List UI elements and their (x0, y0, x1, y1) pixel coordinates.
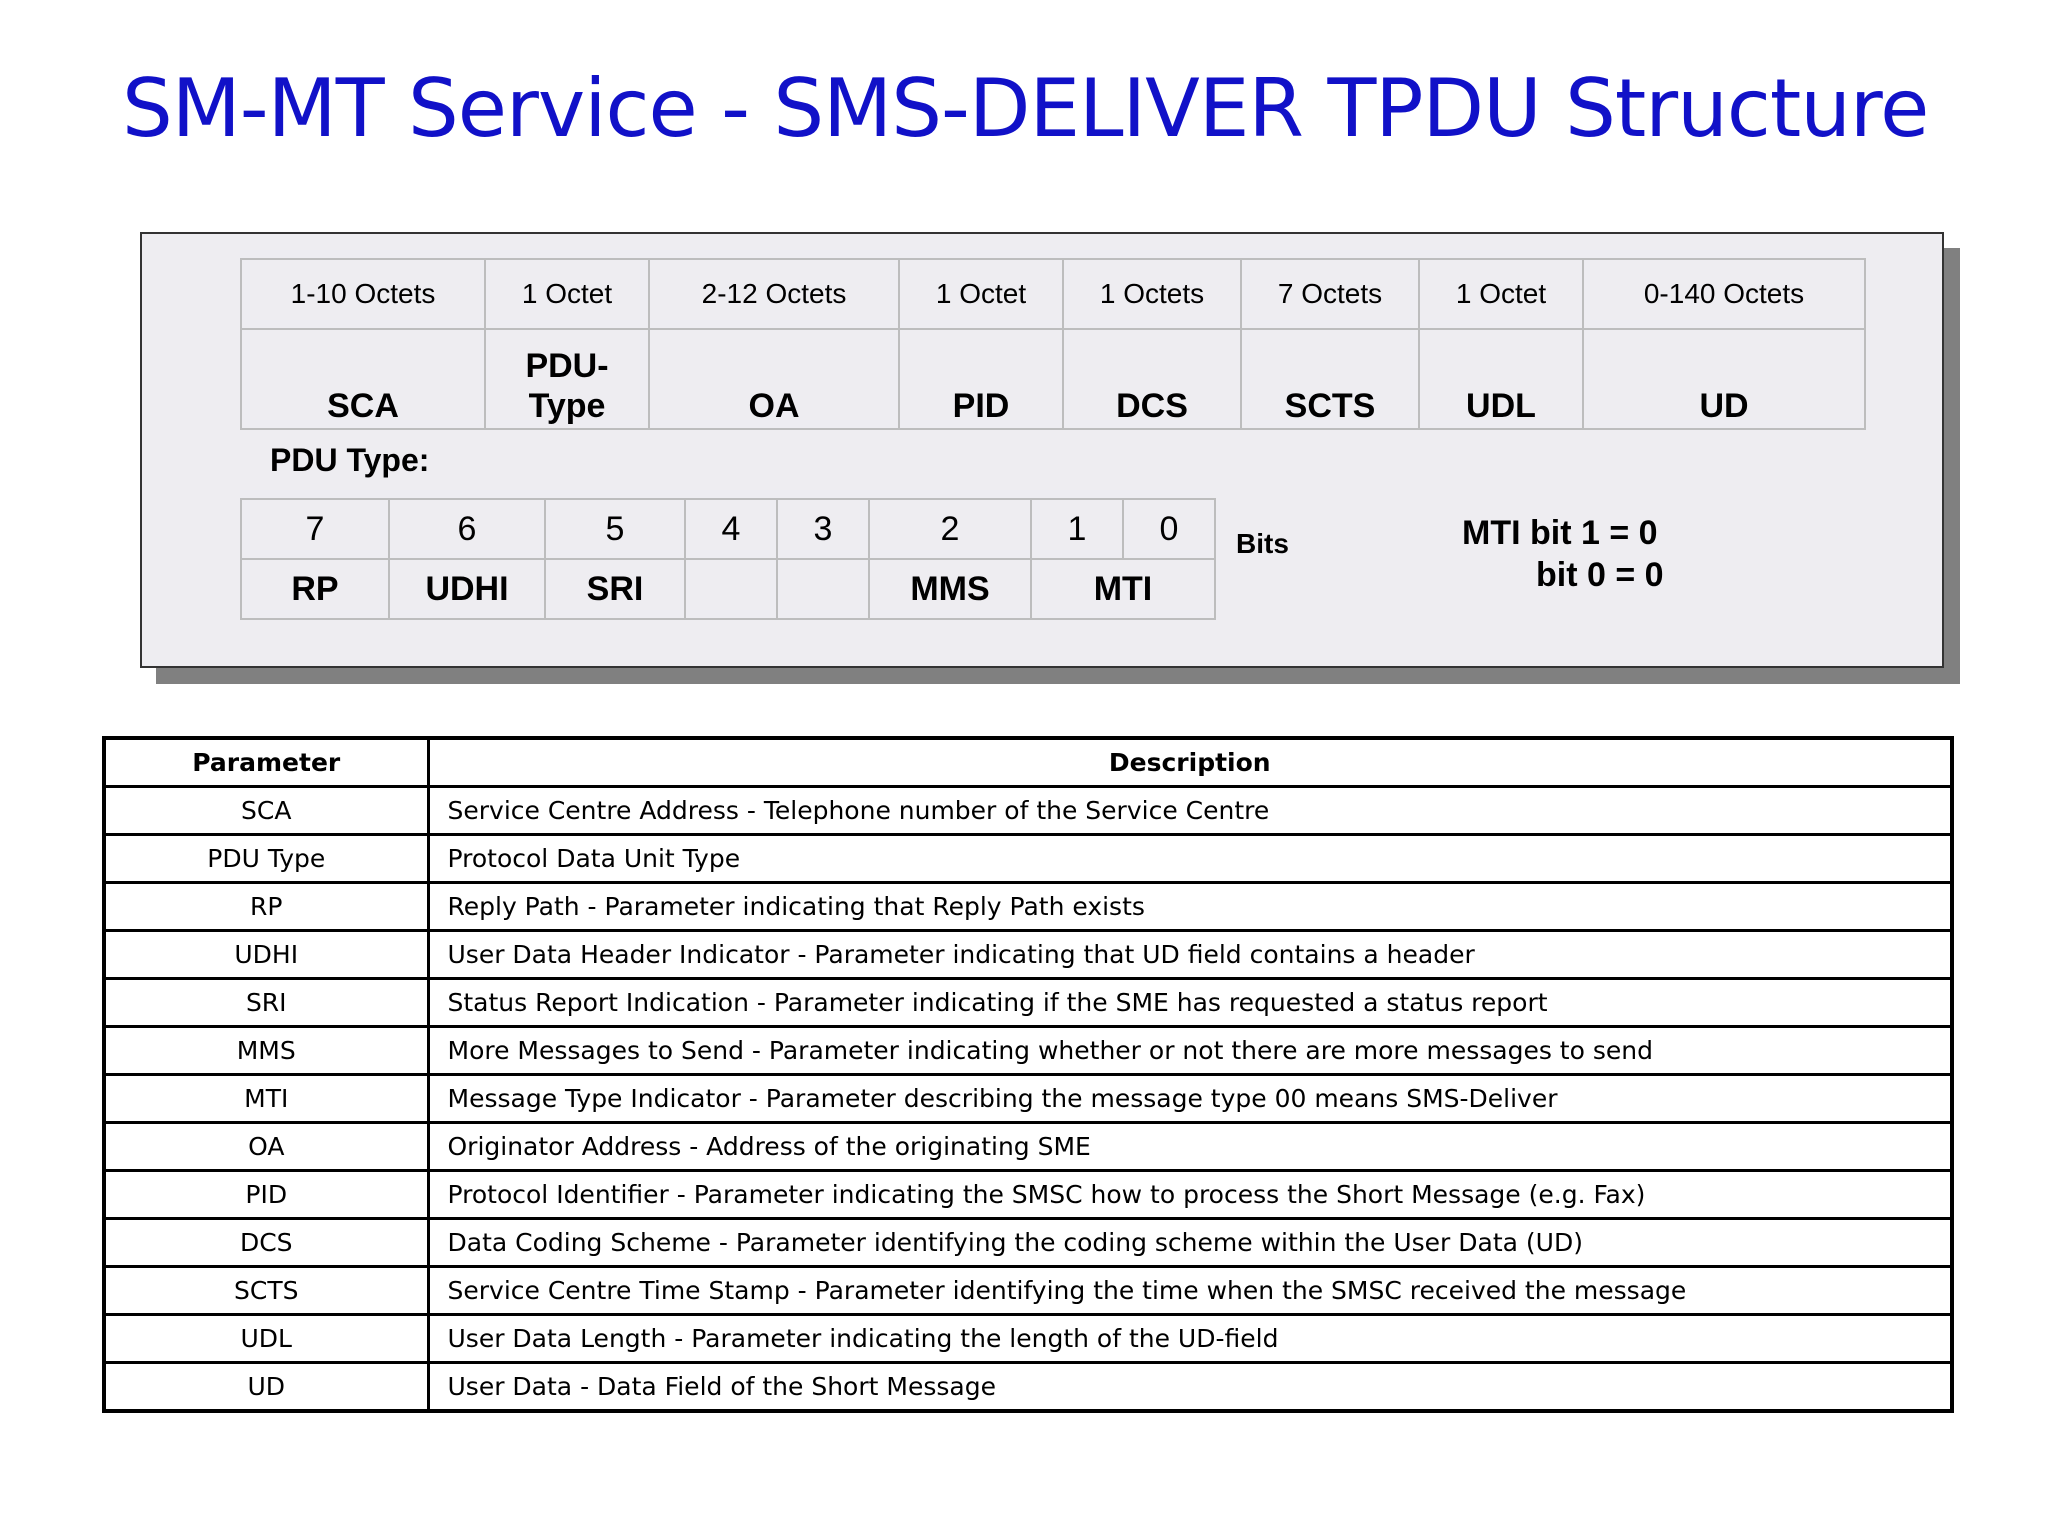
bits-label: Bits (1236, 528, 1289, 559)
parameter-cell: SRI (104, 979, 428, 1027)
tpdu-size-cell: 1-10 Octets (241, 259, 485, 329)
parameter-cell: UDL (104, 1315, 428, 1363)
tpdu-size-cell: 0-140 Octets (1583, 259, 1865, 329)
table-row (104, 883, 1952, 931)
bit-name-row (241, 559, 1215, 619)
description-cell: Service Centre Time Stamp - Parameter identifying the time when the SMSC received the message (428, 1267, 1952, 1315)
bit-number-cell: 7 (241, 499, 389, 559)
bit-number-cell: 1 (1031, 499, 1123, 559)
description-cell: More Messages to Send - Parameter indicating whether or not there are more messages to send (428, 1027, 1952, 1075)
bit-name-empty (685, 559, 777, 619)
description-cell: User Data - Data Field of the Short Message (428, 1363, 1952, 1412)
table-row (104, 931, 1952, 979)
bit-number-row (241, 499, 1215, 559)
tpdu-size-cell: 1 Octet (899, 259, 1063, 329)
table-header-row (104, 738, 1952, 787)
bit-name-mms: MMS (869, 559, 1031, 619)
description-cell: Message Type Indicator - Parameter describing the message type 00 means SMS-Deliver (428, 1075, 1952, 1123)
tpdu-field-pid: PID (899, 329, 1063, 429)
table-row (104, 787, 1952, 835)
table-row (104, 1075, 1952, 1123)
description-cell: Status Report Indication - Parameter indicating if the SME has requested a status report (428, 979, 1952, 1027)
parameter-cell: SCA (104, 787, 428, 835)
tpdu-size-cell: 7 Octets (1241, 259, 1419, 329)
description-cell: User Data Length - Parameter indicating the length of the UD-field (428, 1315, 1952, 1363)
tpdu-size-cell: 1 Octet (485, 259, 649, 329)
tpdu-structure-table (240, 258, 1866, 430)
tpdu-field-oa: OA (649, 329, 899, 429)
parameter-cell: OA (104, 1123, 428, 1171)
bit-name-udhi: UDHI (389, 559, 545, 619)
tpdu-field-ud: UD (1583, 329, 1865, 429)
bit-number-cell: 4 (685, 499, 777, 559)
tpdu-field-scts: SCTS (1241, 329, 1419, 429)
mti-note-line: bit 0 = 0 (1536, 556, 1664, 594)
bit-name-empty (777, 559, 869, 619)
table-row (104, 979, 1952, 1027)
page-title: SM-MT Service - SMS-DELIVER TPDU Structure (122, 62, 1929, 155)
table-row (104, 1171, 1952, 1219)
bit-name-mti: MTI (1031, 559, 1215, 619)
bit-number-cell: 6 (389, 499, 545, 559)
description-cell: Protocol Data Unit Type (428, 835, 1952, 883)
description-cell: Originator Address - Address of the originating SME (428, 1123, 1952, 1171)
parameter-cell: UDHI (104, 931, 428, 979)
column-header-parameter: Parameter (104, 738, 428, 787)
tpdu-field-sca: SCA (241, 329, 485, 429)
parameter-cell: MTI (104, 1075, 428, 1123)
mti-note-line: MTI bit 1 = 0 (1462, 514, 1658, 552)
column-header-description: Description (428, 738, 1952, 787)
bit-number-cell: 3 (777, 499, 869, 559)
description-cell: Data Coding Scheme - Parameter identifying the coding scheme within the User Data (UD) (428, 1219, 1952, 1267)
tpdu-size-cell: 1 Octet (1419, 259, 1583, 329)
table-row (104, 835, 1952, 883)
bit-name-rp: RP (241, 559, 389, 619)
parameter-cell: MMS (104, 1027, 428, 1075)
table-row (104, 1123, 1952, 1171)
parameter-cell: UD (104, 1363, 428, 1412)
description-cell: User Data Header Indicator - Parameter indicating that UD field contains a header (428, 931, 1952, 979)
tpdu-size-row (241, 259, 1865, 329)
table-row (104, 1219, 1952, 1267)
table-row (104, 1027, 1952, 1075)
tpdu-field-udl: UDL (1419, 329, 1583, 429)
description-cell: Protocol Identifier - Parameter indicating the SMSC how to process the Short Message (e.g. Fax) (428, 1171, 1952, 1219)
bit-number-cell: 0 (1123, 499, 1215, 559)
tpdu-field-pdu-type: PDU- Type (485, 329, 649, 429)
tpdu-size-cell: 2-12 Octets (649, 259, 899, 329)
tpdu-field-row (241, 329, 1865, 429)
mti-note (1462, 512, 1664, 596)
bit-number-cell: 2 (869, 499, 1031, 559)
description-cell: Service Centre Address - Telephone number of the Service Centre (428, 787, 1952, 835)
parameter-cell: DCS (104, 1219, 428, 1267)
table-row (104, 1363, 1952, 1412)
pdu-type-bits-table (240, 498, 1216, 620)
tpdu-size-cell: 1 Octets (1063, 259, 1241, 329)
parameter-description-table (102, 736, 1954, 1413)
parameter-cell: RP (104, 883, 428, 931)
tpdu-diagram-panel (140, 232, 1944, 668)
parameter-cell: SCTS (104, 1267, 428, 1315)
description-cell: Reply Path - Parameter indicating that Reply Path exists (428, 883, 1952, 931)
table-row (104, 1267, 1952, 1315)
table-row (104, 1315, 1952, 1363)
pdu-type-label: PDU Type: (270, 442, 430, 478)
tpdu-field-dcs: DCS (1063, 329, 1241, 429)
bit-number-cell: 5 (545, 499, 685, 559)
bit-name-sri: SRI (545, 559, 685, 619)
parameter-cell: PDU Type (104, 835, 428, 883)
parameter-cell: PID (104, 1171, 428, 1219)
